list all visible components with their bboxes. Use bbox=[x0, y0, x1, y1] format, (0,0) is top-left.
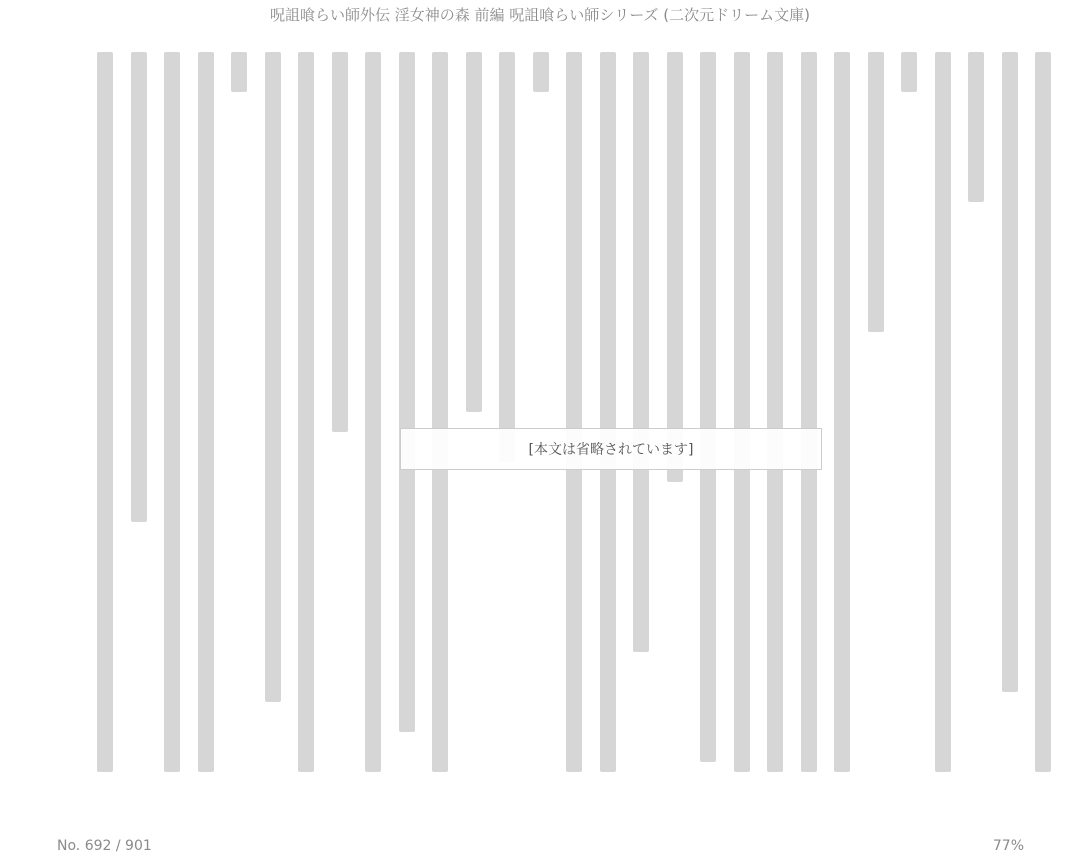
text-column-placeholder bbox=[231, 52, 247, 92]
text-column-placeholder bbox=[1002, 52, 1018, 692]
omitted-text-notice: [本文は省略されています] bbox=[400, 428, 822, 470]
text-column-placeholder bbox=[700, 52, 716, 762]
text-column-placeholder bbox=[566, 52, 582, 772]
text-column-placeholder bbox=[633, 52, 649, 652]
book-title: 呪詛喰らい師外伝 淫女神の森 前編 呪詛喰らい師シリーズ (二次元ドリーム文庫) bbox=[269, 6, 811, 24]
text-column-placeholder bbox=[399, 52, 415, 732]
text-column-placeholder bbox=[499, 52, 515, 462]
text-column-placeholder bbox=[298, 52, 314, 772]
text-column-placeholder bbox=[1035, 52, 1051, 772]
progress-percent: 77% bbox=[992, 838, 1024, 854]
text-column-placeholder bbox=[935, 52, 951, 772]
text-column-placeholder bbox=[265, 52, 281, 702]
text-column-placeholder bbox=[332, 52, 348, 432]
text-column-placeholder bbox=[767, 52, 783, 772]
text-column-placeholder bbox=[198, 52, 214, 772]
text-column-placeholder bbox=[600, 52, 616, 772]
text-column-placeholder bbox=[834, 52, 850, 772]
text-column-placeholder bbox=[667, 52, 683, 482]
text-column-placeholder bbox=[365, 52, 381, 772]
reading-pane[interactable] bbox=[60, 48, 1060, 778]
text-column-placeholder bbox=[533, 52, 549, 92]
text-column-placeholder bbox=[868, 52, 884, 332]
text-column-placeholder bbox=[734, 52, 750, 772]
text-column-placeholder bbox=[164, 52, 180, 772]
text-column-placeholder bbox=[466, 52, 482, 412]
text-column-placeholder bbox=[968, 52, 984, 202]
text-column-placeholder bbox=[97, 52, 113, 772]
text-column-placeholder bbox=[901, 52, 917, 92]
text-column-placeholder bbox=[801, 52, 817, 772]
location-indicator: No. 692 / 901 bbox=[57, 838, 152, 854]
text-column-placeholder bbox=[432, 52, 448, 772]
text-column-placeholder bbox=[131, 52, 147, 522]
